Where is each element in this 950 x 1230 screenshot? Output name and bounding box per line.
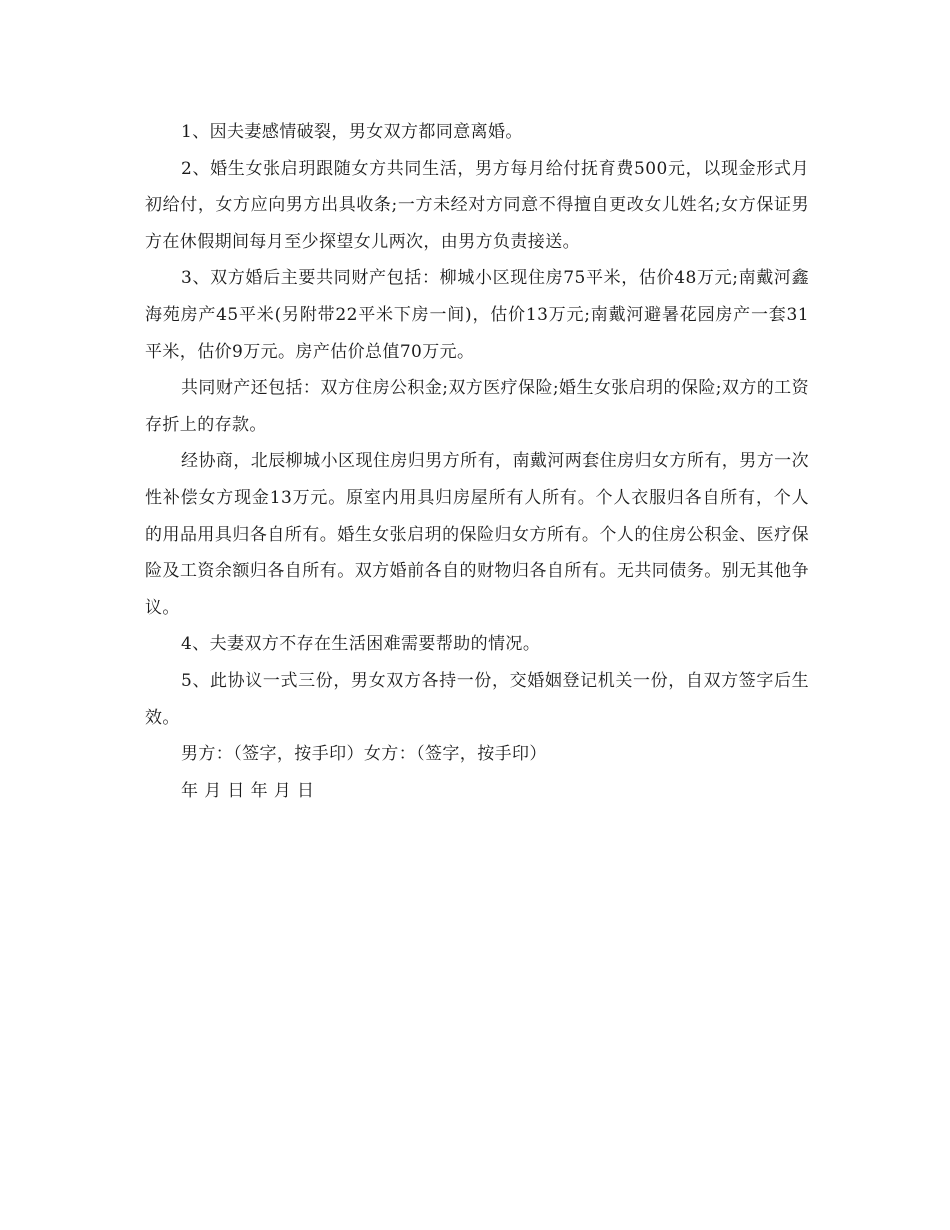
document-body xyxy=(145,114,809,809)
signature-line: 男方：（签字，按手印）女方：（签字，按手印） xyxy=(181,744,547,765)
property-division-agreement: 经协商，北辰柳城小区现住房归男方所有，南戴河两套住房归女方所有，男方一次性补偿女方现金13万元。原室内用具归房屋所有人所有。个人衣服归各自所有，个人的用品用具归各自所有。婚生女张启玥的保险归女方所有。个人的住房公积金、医疗保险及工资余额归各自所有。双方婚前各自的财物归各自所有。无共同债务。别无其他争议。 xyxy=(145,451,809,618)
clause-1-divorce-consent: 1、因夫妻感情破裂，男女双方都同意离婚。 xyxy=(181,122,523,142)
date-line: 年 月 日 年 月 日 xyxy=(181,780,315,801)
clause-3-joint-property: 3、双方婚后主要共同财产包括：柳城小区现住房75平米，估价48万元;南戴河鑫海苑房产45平米(另附带22平米下房一间)，估价13万元;南戴河避暑花园房产一套31平米，估价9万元。房产估价总值70万元。 xyxy=(145,268,809,362)
clause-5-copies-effective: 5、此协议一式三份，男女双方各持一份，交婚姻登记机关一份，自双方签字后生效。 xyxy=(145,670,809,728)
clause-2-child-custody: 2、婚生女张启玥跟随女方共同生活，男方每月给付抚育费500元，以现金形式月初给付，女方应向男方出具收条;一方未经对方同意不得擅自更改女儿姓名;女方保证男方在休假期间每月至少探望女儿两次，由男方负责接送。 xyxy=(145,158,809,252)
joint-property-additional: 共同财产还包括：双方住房公积金;双方医疗保险;婚生女张启玥的保险;双方的工资存折上的存款。 xyxy=(145,378,809,435)
clause-4-no-hardship: 4、夫妻双方不存在生活困难需要帮助的情况。 xyxy=(181,634,541,655)
